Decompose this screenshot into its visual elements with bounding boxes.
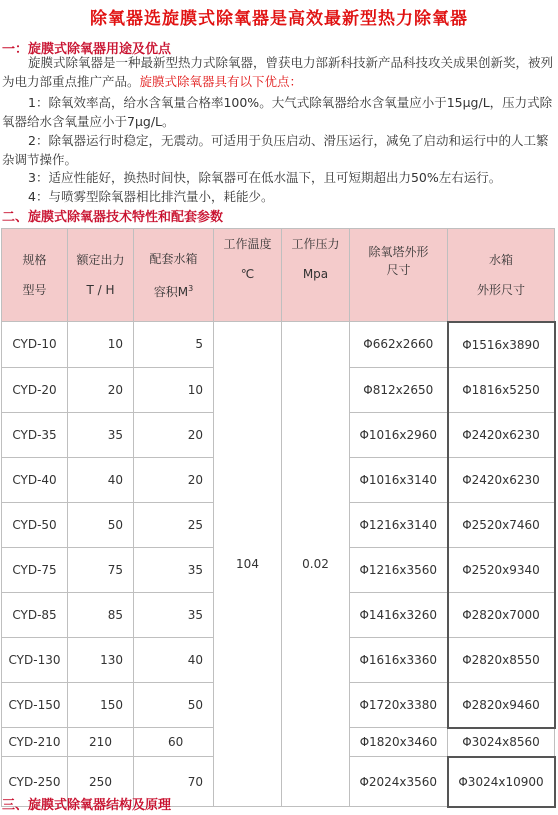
cell-model: CYD-40 [2, 457, 68, 502]
cell-volume: 25 [134, 502, 214, 547]
cell-tank: Φ3024x8560 [448, 728, 555, 757]
cell-model: CYD-150 [2, 682, 68, 728]
cell-tower: Φ812x2650 [350, 367, 448, 412]
cell-model: CYD-250 [2, 757, 68, 807]
table-header-row [2, 229, 555, 322]
cell-tank: Φ2520x9340 [448, 547, 555, 592]
section-3-heading: 三、旋膜式除氧器结构及原理 [2, 798, 172, 813]
cell-model: CYD-210 [2, 728, 68, 757]
cell-tower: Φ1016x2960 [350, 412, 448, 457]
cell-capacity: 40 [68, 457, 134, 502]
cell-pressure-merged: 0.02 [282, 322, 350, 807]
cell-tower: Φ662x2660 [350, 322, 448, 368]
cell-capacity: 130 [68, 637, 134, 682]
cell-tank: Φ3024x10900 [448, 757, 555, 807]
cell-volume: 10 [134, 367, 214, 412]
cell-tower: Φ1820x3460 [350, 728, 448, 757]
cell-capacity: 150 [68, 682, 134, 728]
cell-volume: 70 [134, 757, 214, 807]
cell-model: CYD-10 [2, 322, 68, 368]
cell-capacity: 10 [68, 322, 134, 368]
cell-capacity: 210 [68, 728, 134, 757]
cell-tower: Φ2024x3560 [350, 757, 448, 807]
cell-tank: Φ2820x9460 [448, 682, 555, 728]
cell-tower: Φ1616x3360 [350, 637, 448, 682]
cell-capacity: 50 [68, 502, 134, 547]
header-tower-size: 除氧塔外形 尺寸 [350, 229, 448, 322]
page-title: 除氧器选旋膜式除氧器是高效最新型热力除氧器 [90, 9, 468, 29]
cell-volume: 20 [134, 457, 214, 502]
cell-model: CYD-85 [2, 592, 68, 637]
cell-tower: Φ1216x3140 [350, 502, 448, 547]
cell-model: CYD-130 [2, 637, 68, 682]
cell-capacity: 35 [68, 412, 134, 457]
intro-text: 旋膜式除氧器是一种最新型热力式除氧器，曾获电力部新科技新产品科技攻关成果创新奖，被列为电力部重点推广产品。 [2, 55, 554, 89]
cell-temp-merged: 104 [214, 322, 282, 807]
cell-volume: 50 [134, 682, 214, 728]
header-capacity: 额定出力 T / H [68, 229, 134, 322]
intro-highlight: 旋膜式除氧器具有以下优点： [139, 74, 303, 89]
table-row [2, 322, 555, 368]
cell-capacity: 85 [68, 592, 134, 637]
cell-tank: Φ2820x7000 [448, 592, 555, 637]
feature-4: 4：与喷雾型除氧器相比排汽量小，耗能少。 [28, 189, 274, 204]
header-tank-size: 水箱 外形尺寸 [448, 229, 555, 322]
cell-model: CYD-75 [2, 547, 68, 592]
cell-volume: 20 [134, 412, 214, 457]
feature-2: 2：除氧器运行时稳定，无震动。可适用于负压启动、滑压运行，减免了启动和运行中的人工繁杂调节操作。 [2, 133, 549, 167]
cell-tower: Φ1216x3560 [350, 547, 448, 592]
cell-model: CYD-20 [2, 367, 68, 412]
cell-tank: Φ2820x8550 [448, 637, 555, 682]
section-2-heading: 二、旋膜式除氧器技术特性和配套参数 [2, 210, 224, 225]
cell-capacity: 20 [68, 367, 134, 412]
cell-volume: 5 [134, 322, 214, 368]
cell-tank: Φ2520x7460 [448, 502, 555, 547]
cell-tower: Φ1416x3260 [350, 592, 448, 637]
cell-tank: Φ1516x3890 [448, 322, 555, 368]
feature-3: 3：适应性能好，换热时间快，除氧器可在低水温下，且可短期超出力50%左右运行。 [28, 170, 502, 185]
cell-tank: Φ1816x5250 [448, 367, 555, 412]
cell-tower: Φ1016x3140 [350, 457, 448, 502]
header-model: 规格 型号 [2, 229, 68, 322]
spec-table [1, 228, 556, 808]
feature-1: 1：除氧效率高，给水含氧量合格率100%。大气式除氧器给水含氧量应小于15μg/L，压力式除氧器给水含氧量应小于7μg/L。 [2, 95, 553, 129]
cell-tower: Φ1720x3380 [350, 682, 448, 728]
cell-tank: Φ2420x6230 [448, 457, 555, 502]
intro-paragraph [2, 53, 554, 91]
section-1-heading: 一：旋膜式除氧器用途及优点 [2, 42, 172, 57]
cell-volume: 40 [134, 637, 214, 682]
cell-model: CYD-35 [2, 412, 68, 457]
cell-capacity: 75 [68, 547, 134, 592]
cell-tank: Φ2420x6230 [448, 412, 555, 457]
header-tank-volume: 配套水箱 容积$M^3$ [134, 229, 214, 322]
cell-volume: 35 [134, 592, 214, 637]
header-work-pressure: 工作压力 Mpa [282, 229, 350, 322]
cell-model: CYD-50 [2, 502, 68, 547]
cell-volume: 60 [134, 728, 214, 757]
cell-capacity: 250 [68, 757, 134, 807]
cell-volume: 35 [134, 547, 214, 592]
header-work-temp: 工作温度 ℃ [214, 229, 282, 322]
